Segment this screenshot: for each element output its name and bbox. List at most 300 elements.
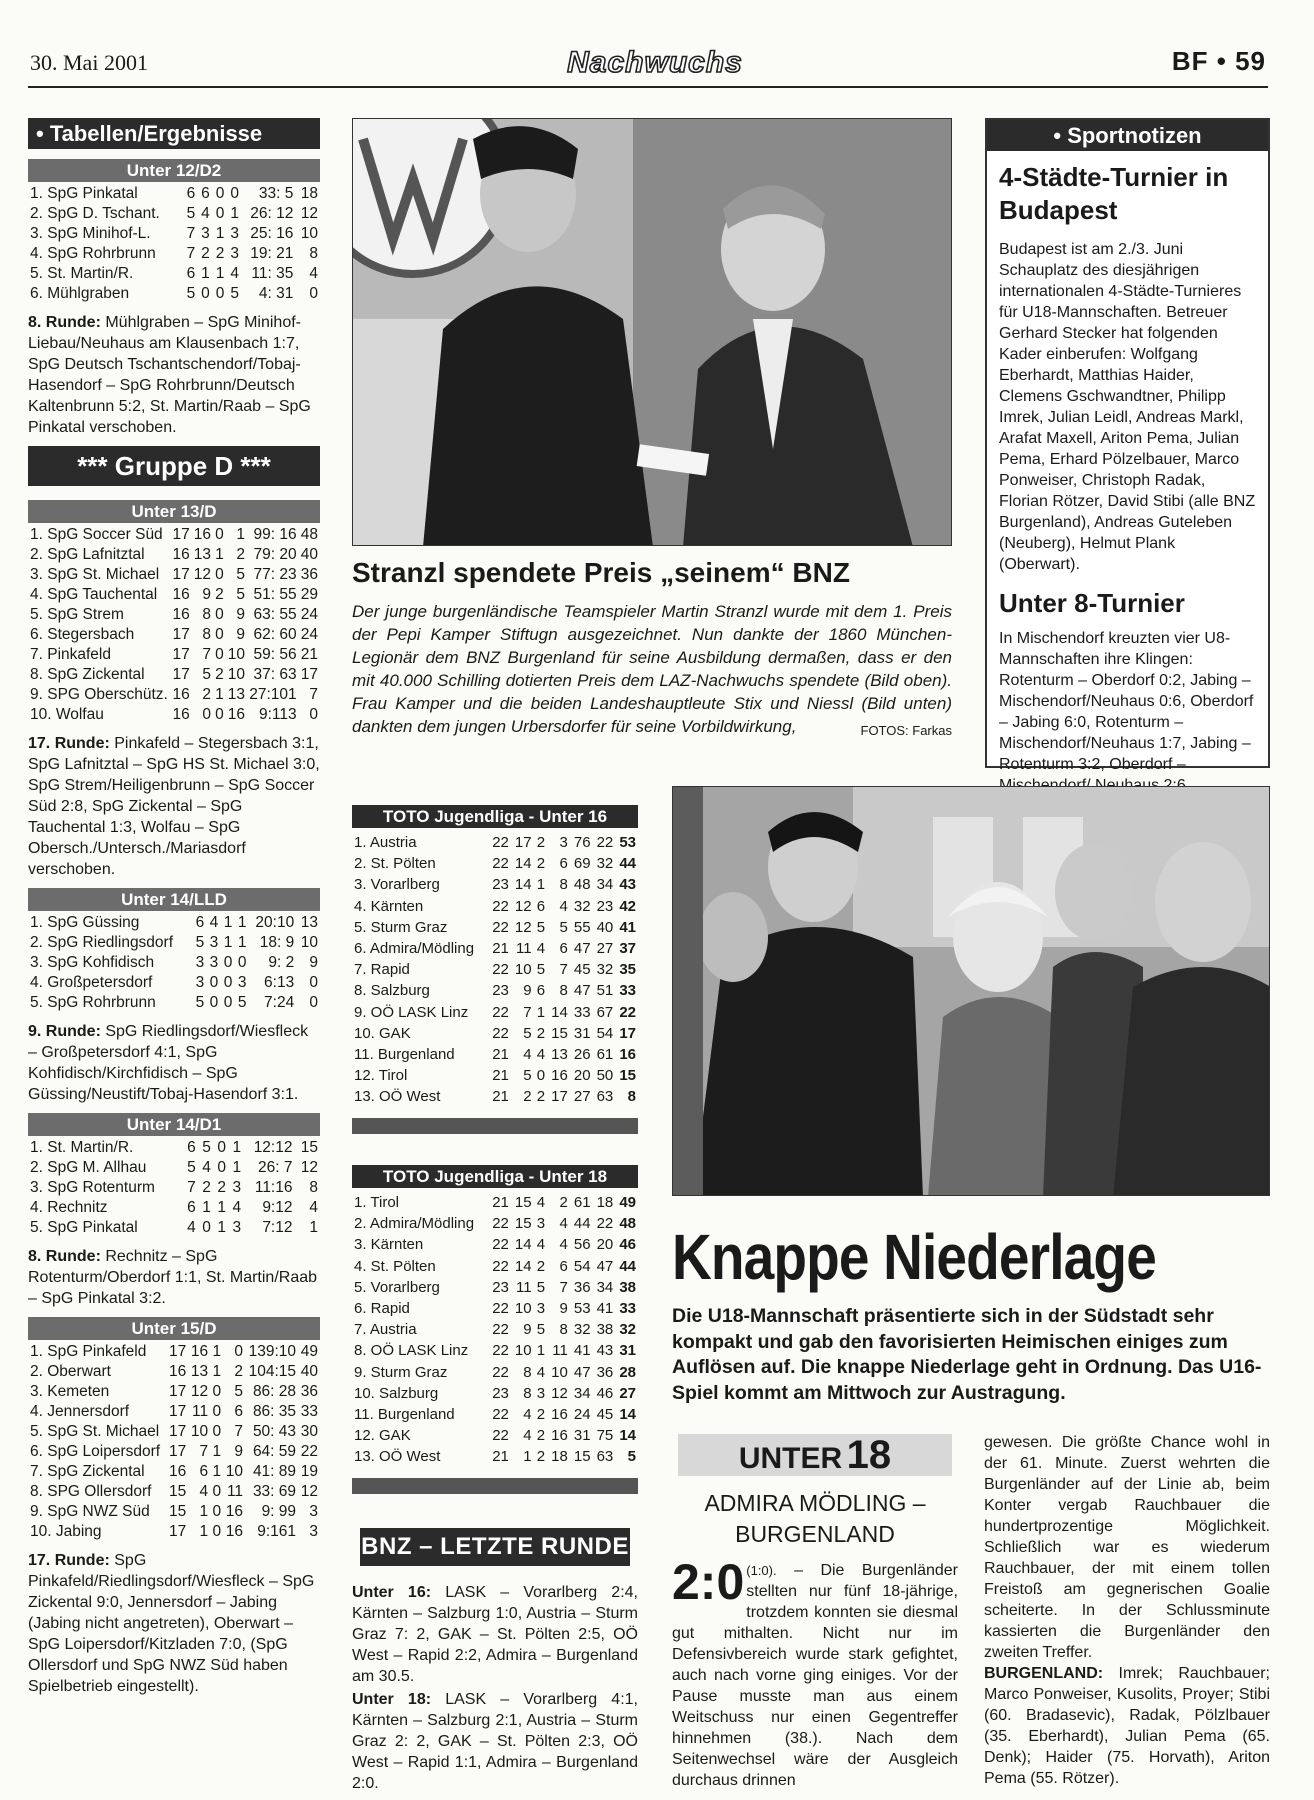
u14lld-results: 9. Runde: SpG Riedlingsdorf/Wiesfleck – Großpetersdorf 4:1, SpG Kohfidisch/Kirchfidisch – SpG Güssing/Neustift/Tobaj-Hasendorf 3:1. bbox=[28, 1023, 309, 1103]
team-name: 2. SpG Lafnitztal bbox=[30, 546, 145, 563]
stat-cell: 40 bbox=[300, 546, 318, 563]
table-row bbox=[352, 874, 638, 895]
stat-cell: 34 bbox=[596, 1278, 614, 1296]
stat-cell: 7 bbox=[186, 245, 196, 262]
stat-cell: 0 bbox=[215, 285, 225, 302]
stat-cell: 61 bbox=[573, 1194, 591, 1211]
team-name: 2. SpG D. Tschant. bbox=[30, 205, 160, 222]
stat-cell: 16 bbox=[619, 1046, 636, 1064]
stat-cell: 17 bbox=[172, 626, 190, 643]
stat-cell: 10 bbox=[227, 666, 246, 683]
last-round-title: BNZ – LETZTE RUNDE bbox=[360, 1528, 630, 1566]
stat-cell: 43 bbox=[619, 876, 636, 894]
story-niederlage bbox=[672, 1222, 1272, 1406]
stat-cell: 27 bbox=[619, 1384, 636, 1402]
table-row bbox=[28, 685, 320, 705]
team-name: 9. OÖ LASK Linz bbox=[354, 1003, 469, 1021]
table-row bbox=[28, 1382, 320, 1402]
stat-cell: 50: 43 bbox=[252, 1423, 297, 1440]
team-name: 6. Rapid bbox=[354, 1300, 410, 1318]
table-row bbox=[28, 1402, 320, 1422]
stat-cell: 6 bbox=[187, 1139, 196, 1156]
team-name: 4. Großpetersdorf bbox=[30, 974, 153, 991]
stat-cell: 0 bbox=[212, 1383, 222, 1400]
stat-cell: 16 bbox=[227, 706, 246, 723]
stat-cell: 5 bbox=[186, 285, 196, 302]
stat-cell: 104:15 bbox=[248, 1363, 297, 1380]
stat-cell: 16 bbox=[172, 686, 190, 703]
team-name: 5. Sturm Graz bbox=[354, 918, 448, 936]
story-stranzl bbox=[352, 556, 952, 742]
stat-cell: 21 bbox=[492, 1046, 509, 1064]
table-row bbox=[352, 896, 638, 917]
stat-cell: 22 bbox=[492, 1406, 509, 1424]
stat-cell: 32 bbox=[619, 1321, 636, 1339]
stat-cell: 4 bbox=[523, 1406, 532, 1424]
stat-cell: 2 bbox=[215, 666, 224, 683]
stat-cell: 1 bbox=[536, 876, 546, 894]
stat-cell: 6 bbox=[195, 914, 205, 931]
stat-cell: 54 bbox=[573, 1257, 591, 1275]
stat-cell: 7 bbox=[234, 1423, 244, 1440]
stat-cell: 0 bbox=[212, 1423, 222, 1440]
story-niederlage-headline: Knappe Niederlage bbox=[672, 1221, 1156, 1293]
stat-cell: 11 bbox=[552, 1342, 568, 1360]
table-row bbox=[352, 1192, 638, 1213]
stat-cell: 3 bbox=[559, 834, 568, 851]
stat-cell: 45 bbox=[573, 961, 591, 979]
stat-cell: 0 bbox=[223, 994, 233, 1011]
stat-cell: 1 bbox=[536, 1342, 546, 1360]
stat-cell: 3 bbox=[536, 1384, 546, 1402]
table-row bbox=[28, 1522, 320, 1542]
stat-cell: 35 bbox=[619, 961, 636, 979]
stat-cell: 31 bbox=[573, 1024, 591, 1042]
stat-cell: 1 bbox=[212, 1343, 222, 1360]
table-row bbox=[352, 1065, 638, 1086]
group-d-header: *** Gruppe D *** bbox=[28, 446, 320, 486]
table-row bbox=[352, 1213, 638, 1234]
stat-cell: 5 bbox=[195, 934, 205, 951]
stat-cell: 86: 35 bbox=[252, 1403, 297, 1420]
u15-results: 17. Runde: SpG Pinkafeld/Riedlingsdorf/Wiesfleck – SpG Zickental 9:0, Jennersdorf – Jabing (Jabing nicht angetreten), Oberwart – SpG Loipersdorf/Kitzladen 7:0, (SpG Ollersdorf und SpG NWZ Süd haben Spielbetrieb eingestellt). bbox=[28, 1552, 315, 1695]
stat-cell: 0 bbox=[209, 974, 219, 991]
stat-cell: 53 bbox=[619, 834, 636, 851]
stat-cell: 22 bbox=[492, 834, 509, 851]
table-row bbox=[28, 1178, 320, 1198]
stat-cell: 4 bbox=[199, 1483, 209, 1500]
table-row bbox=[352, 853, 638, 874]
stat-cell: 0 bbox=[215, 626, 224, 643]
story-stranzl-body: Der junge burgenländische Teamspieler Martin Stranzl wurde mit dem 1. Preis der Pepi Kamper Stiftugn ausgezeichnet. Nun dankte der 1860 München-Legionär dem BNZ Burgenland für seine Ausbildung dermaßen, dass er den mit 40.000 Schilling dotierten Preis dem LAZ-Nachwuchs spendete (Bild oben). Frau Kamper und die beiden Landeshauptleute Stix und Niessl (Bild unten) dankten dem jungen Urbersdorfer für seine Vorbildwirkung, FOTOS: Farkas bbox=[352, 600, 952, 738]
stat-cell: 8 bbox=[523, 1363, 532, 1381]
stat-cell: 41 bbox=[619, 918, 636, 936]
toto-u18 bbox=[352, 1165, 638, 1494]
stat-cell: 11 bbox=[516, 940, 532, 958]
stat-cell: 5 bbox=[202, 666, 212, 683]
stat-cell: 49 bbox=[300, 1343, 318, 1360]
team-name: 2. SpG Riedlingsdorf bbox=[30, 934, 174, 951]
stat-cell: 0 bbox=[309, 706, 318, 723]
stat-cell: 24 bbox=[300, 626, 318, 643]
stat-cell: 62: 60 bbox=[253, 626, 297, 643]
stat-cell: 31 bbox=[619, 1342, 636, 1360]
stat-cell: 2 bbox=[536, 834, 546, 851]
table-row bbox=[28, 545, 320, 565]
table-row bbox=[28, 284, 320, 304]
team-name: 5. St. Martin/R. bbox=[30, 265, 134, 282]
stat-cell: 53 bbox=[573, 1300, 591, 1318]
stat-cell: 63 bbox=[596, 1448, 614, 1466]
stat-cell: 15 bbox=[514, 1215, 532, 1233]
u8-headline: Unter 8-Turnier bbox=[999, 588, 1185, 618]
u12-results: 8. Runde: Mühlgraben – SpG Minihof-Liebau/Neuhaus am Klausenbach 1:7, SpG Deutsch Tschantschendorf/Tobaj-Hasendorf – SpG Rohrbrunn/Deutsch Kaltenbrunn 5:2, St. Martin/Raab – SpG Pinkatal verschoben. bbox=[28, 314, 311, 436]
match-report-text-2: gewesen. Die größte Chance wohl in der 61. Minute. Zuerst wehrten die Burgenländer auf der Linie ab, beim Konter vergab Rauchbauer die hundertprozentige Möglichkeit. Schließlich war es wiederum Rauchbauer, der mit einem tollen Freistoß am gegnerischen Goalie scheiterte. In der Schlussminute kassierten die Burgenländer den zweiten Treffer. bbox=[984, 1434, 1270, 1661]
u15-table bbox=[28, 1342, 320, 1542]
stat-cell: 16 bbox=[551, 1406, 568, 1424]
stat-cell: 6:13 bbox=[264, 974, 295, 991]
table-row bbox=[28, 1502, 320, 1522]
stat-cell: 48 bbox=[300, 526, 318, 543]
stat-cell: 44 bbox=[619, 1257, 636, 1275]
stat-cell: 1 bbox=[199, 1523, 209, 1540]
team-name: 8. Salzburg bbox=[354, 982, 430, 1000]
stat-cell: 46 bbox=[619, 1236, 636, 1254]
stat-cell: 18 bbox=[300, 185, 318, 202]
stat-cell: 2 bbox=[536, 1406, 546, 1424]
team-name: 8. SPG Ollersdorf bbox=[30, 1483, 152, 1500]
stat-cell: 23 bbox=[492, 1384, 509, 1402]
stat-cell: 15 bbox=[619, 1067, 636, 1085]
stat-cell: 33 bbox=[619, 982, 636, 1000]
stat-cell: 15 bbox=[168, 1503, 187, 1520]
stat-cell: 16 bbox=[551, 1427, 568, 1445]
stat-cell: 38 bbox=[619, 1278, 636, 1296]
u14lld-table bbox=[28, 913, 320, 1013]
stat-cell: 17 bbox=[168, 1423, 187, 1440]
stat-cell: 18 bbox=[596, 1194, 614, 1211]
team-name: 4. Kärnten bbox=[354, 897, 424, 915]
stat-cell: 59: 56 bbox=[253, 646, 297, 663]
stat-cell: 22 bbox=[492, 1300, 509, 1318]
stat-cell: 22 bbox=[596, 834, 614, 851]
match-line-1: ADMIRA MÖDLING – bbox=[704, 1490, 926, 1516]
table-row bbox=[28, 204, 320, 224]
stat-cell: 10 bbox=[190, 1423, 209, 1440]
stat-cell: 9:12 bbox=[262, 1199, 293, 1216]
stat-cell: 9 bbox=[202, 586, 212, 603]
team-name: 6. Mühlgraben bbox=[30, 285, 130, 302]
match-report-text: 2:0 $^{(1:0).}$ – Die Burgenländer stellten nur fünf 18-jährige, trotzdem konnten sie diesmal gut mithalten. Nicht nur im Defensivbereich wurde stark gefightet, auch nach vorne ging einiges. Vor der Pause musste man aus einem Weitschuss nur einen Gegentreffer hinnehmen (38.). Nach dem Seitenwechsel wäre der Ausgleich durchaus drinnen bbox=[672, 1554, 958, 1789]
stat-cell: 13 bbox=[300, 914, 318, 931]
stat-cell: 2 bbox=[523, 1088, 532, 1106]
stat-cell: 13 bbox=[193, 546, 212, 563]
table-row bbox=[352, 1404, 638, 1425]
team-name: 9. SpG NWZ Süd bbox=[30, 1503, 150, 1520]
stat-cell: 0 bbox=[215, 606, 224, 623]
stat-cell: 1 bbox=[215, 265, 225, 282]
u14lld-title: Unter 14/LLD bbox=[28, 888, 320, 911]
stat-cell: 3 bbox=[536, 1300, 546, 1318]
stat-cell: 99: 16 bbox=[253, 526, 297, 543]
stat-cell: 8 bbox=[559, 982, 568, 1000]
table-row bbox=[352, 1425, 638, 1446]
stat-cell: 7:24 bbox=[264, 994, 295, 1011]
team-name: 11. Burgenland bbox=[354, 1406, 455, 1424]
stat-cell: 23 bbox=[596, 897, 614, 915]
table-row bbox=[28, 665, 320, 685]
stat-cell: 37: 63 bbox=[253, 666, 297, 683]
stat-cell: 48 bbox=[619, 1215, 636, 1233]
table-row bbox=[28, 184, 320, 204]
team-name: 1. SpG Pinkafeld bbox=[30, 1343, 147, 1360]
table-row bbox=[352, 1044, 638, 1065]
last-round bbox=[352, 1528, 638, 1794]
stat-cell: 4: 31 bbox=[258, 285, 294, 302]
stat-cell: 7 bbox=[523, 1003, 532, 1021]
table-row bbox=[352, 980, 638, 1001]
stat-cell: 10 bbox=[514, 1342, 532, 1360]
stat-cell: 4 bbox=[523, 1046, 532, 1064]
page-number: BF • 59 bbox=[1171, 46, 1266, 76]
stat-cell: 1 bbox=[223, 934, 233, 951]
team-name: 1. Tirol bbox=[354, 1194, 400, 1211]
stat-cell: 30 bbox=[300, 1423, 318, 1440]
photo-stranzl-illustration bbox=[353, 119, 952, 546]
stat-cell: 16 bbox=[190, 1343, 209, 1360]
stat-cell: 19 bbox=[300, 1463, 318, 1480]
stat-cell: 7 bbox=[202, 646, 212, 663]
stat-cell: 17 bbox=[172, 666, 190, 683]
stat-cell: 47 bbox=[573, 1363, 591, 1381]
table-row bbox=[28, 645, 320, 665]
stat-cell: 67 bbox=[596, 1003, 614, 1021]
stat-cell: 17 bbox=[168, 1523, 187, 1540]
stat-cell: 56 bbox=[573, 1236, 591, 1254]
stat-cell: 12 bbox=[190, 1383, 209, 1400]
stat-cell: 44 bbox=[619, 855, 636, 873]
stat-cell: 4 bbox=[202, 1159, 211, 1176]
stat-cell: 5 bbox=[559, 918, 568, 936]
stat-cell: 79: 20 bbox=[253, 546, 297, 563]
stat-cell: 14 bbox=[514, 876, 532, 894]
team-name: 4. Jennersdorf bbox=[30, 1403, 130, 1420]
table-row bbox=[352, 938, 638, 959]
stat-cell: 9: 2 bbox=[268, 954, 295, 971]
table-row bbox=[28, 953, 320, 973]
stat-cell: 41 bbox=[573, 1342, 591, 1360]
match-report-cont bbox=[984, 1432, 1270, 1789]
table-row bbox=[352, 1023, 638, 1044]
stat-cell: 16 bbox=[172, 606, 190, 623]
stat-cell: 9 bbox=[236, 606, 246, 623]
team-name: 1. Austria bbox=[354, 834, 417, 851]
stat-cell: 9 bbox=[309, 954, 318, 971]
stat-cell: 1 bbox=[215, 546, 224, 563]
stat-cell: 31 bbox=[573, 1427, 591, 1445]
stat-cell: 17 bbox=[172, 566, 190, 583]
stat-cell: 7:12 bbox=[262, 1219, 293, 1236]
stat-cell: 0 bbox=[215, 566, 224, 583]
stat-cell: 0 bbox=[215, 526, 224, 543]
team-name: 12. GAK bbox=[354, 1427, 411, 1445]
team-name: 10. GAK bbox=[354, 1024, 411, 1042]
stat-cell: 8 bbox=[202, 626, 212, 643]
stat-cell: 36 bbox=[300, 566, 318, 583]
stat-cell: 139:10 bbox=[248, 1343, 297, 1360]
stat-cell: 7 bbox=[186, 225, 196, 242]
table-row bbox=[28, 1342, 320, 1362]
stat-cell: 20:10 bbox=[255, 914, 295, 931]
stat-cell: 0 bbox=[202, 1219, 211, 1236]
stat-cell: 2 bbox=[202, 1179, 211, 1196]
stat-cell: 9 bbox=[523, 982, 532, 1000]
stat-cell: 22 bbox=[492, 1003, 509, 1021]
stat-cell: 1 bbox=[212, 1443, 222, 1460]
stat-cell: 5 bbox=[523, 1024, 532, 1042]
stat-cell: 15 bbox=[573, 1448, 591, 1466]
stat-cell: 22 bbox=[492, 855, 509, 873]
stat-cell: 9 bbox=[236, 626, 246, 643]
stat-cell: 3 bbox=[237, 974, 247, 991]
stat-cell: 14 bbox=[514, 1257, 532, 1275]
stat-cell: 2 bbox=[236, 546, 246, 563]
stat-cell: 10 bbox=[551, 1363, 568, 1381]
stat-cell: 9: 99 bbox=[261, 1503, 297, 1520]
stat-cell: 5 bbox=[536, 1321, 546, 1339]
u13-table bbox=[28, 525, 320, 725]
stat-cell: 33 bbox=[573, 1003, 591, 1021]
stat-cell: 22 bbox=[492, 961, 509, 979]
stat-cell: 6 bbox=[536, 982, 546, 1000]
u14d1-results: 8. Runde: Rechnitz – SpG Rotenturm/Oberdorf 1:1, St. Martin/Raab – SpG Pinkatal 3:2. bbox=[28, 1248, 318, 1307]
stat-cell: 0 bbox=[217, 1159, 227, 1176]
stat-cell: 11: 35 bbox=[251, 265, 294, 282]
stat-cell: 21 bbox=[492, 940, 509, 958]
table-row bbox=[28, 705, 320, 725]
stat-cell: 3 bbox=[309, 1523, 318, 1540]
stat-cell: 4 bbox=[536, 1194, 546, 1211]
u12-title: Unter 12/D2 bbox=[28, 159, 320, 182]
stat-cell: 17 bbox=[168, 1383, 187, 1400]
stat-cell: 4 bbox=[309, 1199, 318, 1216]
stat-cell: 0 bbox=[212, 1523, 222, 1540]
team-name: 3. SpG St. Michael bbox=[30, 566, 160, 583]
table-row bbox=[352, 1002, 638, 1023]
stat-cell: 40 bbox=[300, 1363, 318, 1380]
final-score: 2:0 bbox=[672, 1554, 745, 1610]
stat-cell: 16 bbox=[172, 706, 190, 723]
story-niederlage-deck: Die U18-Mannschaft präsentierte sich in der Südstadt sehr kompakt und gab den favorisierten Heimischen einiges zum Auflösen auf. Die knappe Niederlage geht in Ordnung. Das U16-Spiel kommt am Mittwoch zur Austragung. bbox=[672, 1305, 1262, 1404]
table-row bbox=[352, 1319, 638, 1340]
stat-cell: 2 bbox=[215, 586, 224, 603]
team-name: 13. OÖ West bbox=[354, 1448, 441, 1466]
stat-cell: 1 bbox=[232, 1139, 242, 1156]
stat-cell: 33 bbox=[619, 1300, 636, 1318]
stat-cell: 22 bbox=[492, 1257, 509, 1275]
stat-cell: 13 bbox=[190, 1363, 209, 1380]
stat-cell: 5 bbox=[202, 1139, 211, 1156]
photo-group-illustration bbox=[673, 787, 1270, 1196]
stat-cell: 1 bbox=[232, 1159, 242, 1176]
team-name: 5. Vorarlberg bbox=[354, 1278, 440, 1296]
table-row bbox=[28, 1138, 320, 1158]
stat-cell: 19: 21 bbox=[250, 245, 294, 262]
stat-cell: 3 bbox=[536, 1215, 546, 1233]
stat-cell: 46 bbox=[596, 1384, 614, 1402]
match-report bbox=[672, 1434, 958, 1791]
toto-u16-title: TOTO Jugendliga - Unter 16 bbox=[352, 805, 638, 828]
stat-cell: 12:12 bbox=[253, 1139, 293, 1156]
stat-cell: 75 bbox=[596, 1427, 614, 1445]
stat-cell: 22 bbox=[492, 1363, 509, 1381]
team-name: 3. SpG Minihof-L. bbox=[30, 225, 151, 242]
table-row bbox=[352, 1362, 638, 1383]
u15-title: Unter 15/D bbox=[28, 1317, 320, 1340]
stat-cell: 15 bbox=[168, 1483, 187, 1500]
table-row bbox=[352, 1234, 638, 1255]
stat-cell: 0 bbox=[215, 185, 225, 202]
stat-cell: 0 bbox=[212, 1503, 222, 1520]
stat-cell: 27 bbox=[573, 1088, 591, 1106]
stat-cell: 0 bbox=[237, 954, 247, 971]
u13-title: Unter 13/D bbox=[28, 500, 320, 523]
stat-cell: 14 bbox=[619, 1427, 636, 1445]
stat-cell: 64: 59 bbox=[252, 1443, 297, 1460]
stat-cell: 16 bbox=[193, 526, 212, 543]
table-row bbox=[28, 1158, 320, 1178]
stat-cell: 11 bbox=[516, 1278, 532, 1296]
stat-cell: 12 bbox=[551, 1384, 568, 1402]
stat-cell: 55 bbox=[573, 918, 591, 936]
stat-cell: 5 bbox=[536, 961, 546, 979]
team-name: 6. SpG Loipersdorf bbox=[30, 1443, 161, 1460]
stat-cell: 0 bbox=[215, 706, 224, 723]
stat-cell: 43 bbox=[596, 1342, 614, 1360]
stat-cell: 4 bbox=[536, 940, 546, 958]
stat-cell: 9 bbox=[559, 1300, 568, 1318]
team-name: 2. Admira/Mödling bbox=[354, 1215, 475, 1233]
stat-cell: 2 bbox=[536, 855, 546, 873]
stat-cell: 4 bbox=[536, 1046, 546, 1064]
team-name: 2. St. Pölten bbox=[354, 855, 436, 873]
stat-cell: 2 bbox=[217, 1179, 227, 1196]
table-row bbox=[352, 1340, 638, 1361]
results-header: • Tabellen/Ergebnisse bbox=[28, 118, 320, 149]
stat-cell: 12 bbox=[514, 897, 532, 915]
table-row bbox=[28, 224, 320, 244]
stat-cell: 22 bbox=[492, 1236, 509, 1254]
table-row bbox=[28, 1462, 320, 1482]
photo-stranzl-award bbox=[352, 118, 952, 546]
stat-cell: 38 bbox=[596, 1321, 614, 1339]
stat-cell: 63 bbox=[596, 1088, 614, 1106]
stat-cell: 6 bbox=[234, 1403, 244, 1420]
stat-cell: 3 bbox=[230, 225, 239, 242]
stat-cell: 5 bbox=[234, 1383, 244, 1400]
stat-cell: 1 bbox=[199, 1503, 209, 1520]
team-name: 4. Rechnitz bbox=[30, 1199, 108, 1216]
stat-cell: 1 bbox=[523, 1448, 532, 1466]
stat-cell: 5 bbox=[195, 994, 205, 1011]
table-row bbox=[28, 1442, 320, 1462]
stat-cell: 14 bbox=[514, 855, 532, 873]
stat-cell: 10 bbox=[300, 225, 318, 242]
stat-cell: 17 bbox=[168, 1443, 187, 1460]
stat-cell: 6 bbox=[186, 265, 196, 282]
table-row bbox=[352, 832, 638, 853]
team-name: 6. Stegersbach bbox=[30, 626, 135, 643]
